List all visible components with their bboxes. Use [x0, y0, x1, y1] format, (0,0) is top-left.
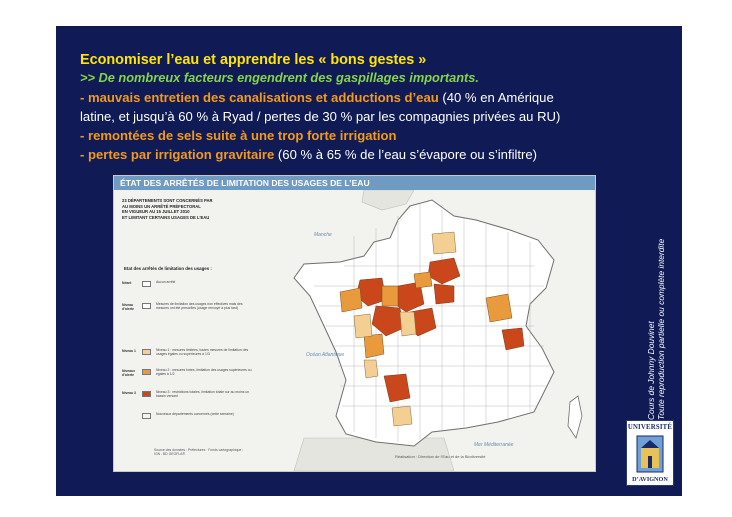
department-level1 [392, 406, 412, 426]
map-credit: Réalisation : Direction de l’Eau et de la Biodiversité [395, 454, 486, 459]
legend-level: Niveau d’alerte [122, 303, 135, 311]
legend-row [122, 302, 252, 320]
legend-swatch [142, 303, 151, 309]
bullet-line [80, 145, 680, 164]
legend-swatch [142, 349, 151, 355]
legend-desc: Mesures de limitation des usages non effectives mais des mesures ont été prescrites (usage renvoyé à plus tard) [156, 302, 243, 311]
bullet-line [80, 126, 680, 145]
copyright-line: Cours de Johnny Douvinet [646, 321, 656, 420]
legend-desc: Aucun arrêté [156, 280, 176, 284]
logo-bottom-text: D’AVIGNON [632, 476, 668, 483]
bullet-highlight: - mauvais entretien des canalisations et adductions d’eau [80, 90, 439, 105]
drought-map-figure [113, 175, 596, 472]
legend-swatch [142, 281, 151, 287]
department-level2 [340, 288, 362, 312]
university-emblem-icon [635, 434, 665, 474]
sea-label-mediterranee: Mer Méditerranée [474, 442, 514, 448]
map-summary [122, 198, 240, 220]
university-logo [626, 420, 674, 486]
legend-swatch [142, 369, 151, 375]
department-level1 [364, 360, 378, 378]
legend-desc: Niveau 3 : restrictions totales, limitation totale sur au moins un bassin versant [156, 390, 250, 399]
copyright-text [646, 230, 666, 420]
slide-subtitle: >> De nombreux facteurs engendrent des gaspillages importants. [80, 70, 479, 85]
bullet-text: (40 % en Amérique [438, 90, 554, 105]
department-level1 [400, 312, 416, 336]
department-level2 [364, 334, 384, 358]
department-level3 [502, 328, 524, 350]
copyright-line: Toute reproduction partielle ou complète interdite [656, 238, 666, 420]
map-summary-line: 23 DÉPARTEMENTS SONT CONCERNÉS PAR [122, 198, 213, 203]
legend-swatch [142, 413, 151, 419]
department-level2 [486, 294, 512, 322]
sea-label-atlantique: Océan Atlantique [306, 352, 345, 358]
legend-row [122, 390, 252, 408]
legend-row [122, 348, 252, 366]
legend-desc: Niveau 2 : mesures fortes, limitation des usages supérieures ou égales à 1/2 [156, 368, 252, 377]
legend-desc: Nouveaux départements concernés (cette semaine) [156, 412, 234, 416]
bullet-text: latine, et jusqu’à 60 % à Ryad / pertes de 30 % par les compagnies privées au RU) [80, 109, 561, 124]
legend-level: Niveaux d’alerte [122, 369, 136, 377]
map-summary-line: AU MOINS UN ARRÊTÉ PRÉFECTORAL [122, 203, 201, 209]
map-source: Source des données : Préfectures · Fonds cartographique : IGN - BD GEOFLA® [154, 448, 244, 457]
map-summary-line: ET LIMITANT CERTAINS USAGES DE L’EAU [122, 214, 210, 220]
legend-row [122, 280, 252, 298]
logo-top-text: UNIVERSITÉ [627, 424, 673, 431]
bullet-line [80, 107, 680, 126]
legend-swatch [142, 391, 151, 397]
bullet-line [80, 88, 680, 107]
map-summary-line: EN VIGUEUR AU 15 JUILLET 2010 [122, 209, 190, 215]
department-level1 [354, 314, 372, 338]
bullet-highlight: - remontées de sels suite à une trop forte irrigation [80, 128, 397, 143]
department-level3 [434, 284, 454, 304]
slide-title: Economiser l’eau et apprendre les « bons gestes » [80, 52, 427, 68]
legend-title: Etat des arrêtés de limitation des usages : [124, 266, 212, 271]
legend-level: Néant [122, 281, 132, 285]
legend-desc: Niveau 1 : mesures limitées, toutes mesures de limitation des usages égales ou supérieures à 1/3 [156, 348, 249, 357]
legend-level: Niveau 3 [122, 391, 136, 395]
bullet-list [80, 88, 680, 164]
map-header: ÉTAT DES ARRÊTÉS DE LIMITATION DES USAGES DE L’EAU [114, 176, 595, 190]
legend-row [122, 368, 252, 386]
department-level1 [432, 232, 456, 254]
sea-label-manche: Manche [314, 232, 332, 238]
legend-row [122, 412, 252, 430]
copyright-note [646, 230, 682, 420]
department-level2 [382, 286, 398, 306]
legend-level: Niveau 1 [122, 349, 136, 353]
bullet-text: (60 % à 65 % de l’eau s’évapore ou s’infiltre) [274, 147, 538, 162]
department-level2 [414, 272, 432, 288]
bullet-highlight: - pertes par irrigation gravitaire [80, 147, 275, 162]
